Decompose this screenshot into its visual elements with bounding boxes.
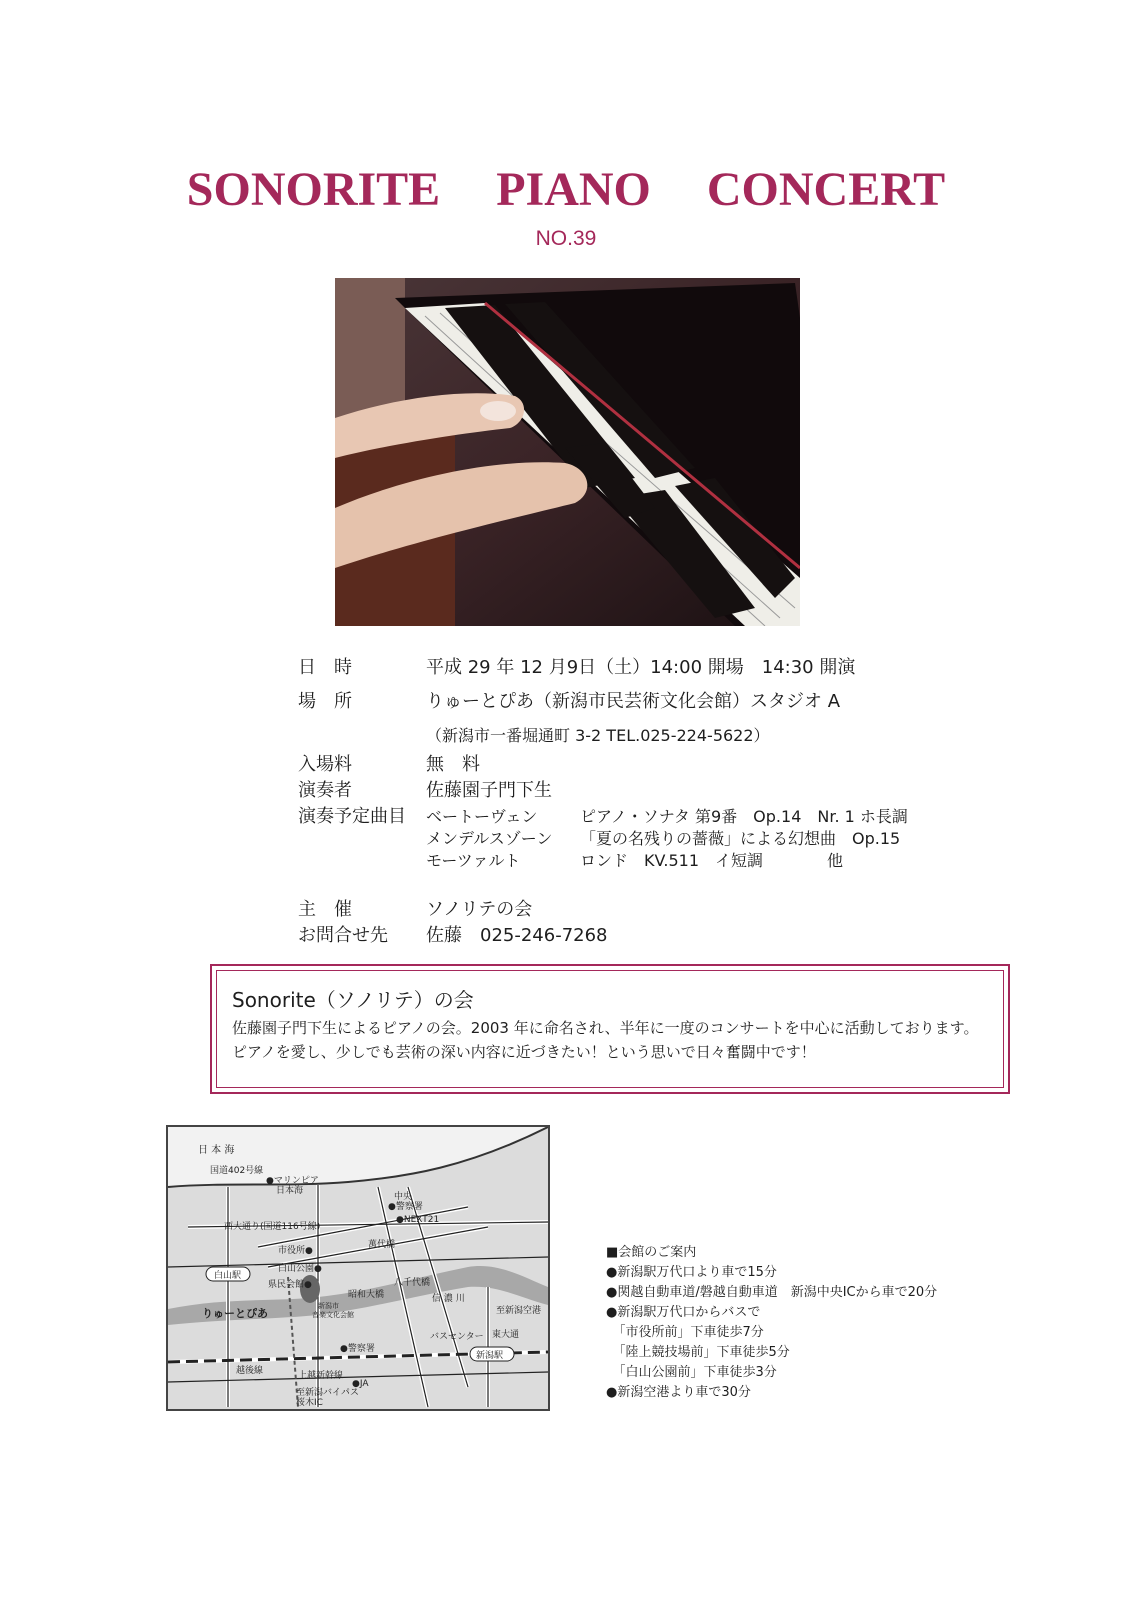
map-label-airport: 至新潟空港 [496,1306,542,1316]
title-word-concert: CONCERT [706,163,946,216]
title-word-sonorite: SONORITE [186,163,441,216]
map-label-yachiyo: 八千代橋 [394,1278,431,1288]
program-composer-2: メンデルスゾーン [426,829,553,848]
map-label-police2: ●警察署 [340,1344,375,1354]
about-title: Sonorite（ソノリテ）の会 [232,988,474,1012]
access-line: 「白山公園前」下車徒歩3分 [606,1365,777,1380]
map-label-art-hall-sub: 音楽文化会館 [312,1311,354,1319]
access-line: 「市役所前」下車徒歩7分 [606,1325,764,1340]
access-heading: ■会館のご案内 [606,1245,697,1260]
map-label-marine: ●マリンピア [266,1176,319,1186]
map-label-joetsu: 上越新幹線 [298,1371,344,1381]
access-line: ●新潟駅万代口からバスで [606,1305,761,1320]
map-label-ja: ●JA [352,1379,369,1389]
contact-value: 佐藤 025-246-7268 [426,925,608,946]
venue-value: りゅーとぴあ（新潟市民芸術文化会館）スタジオ A [426,691,841,712]
map-label-hakusan-station: 白山駅 [214,1271,242,1281]
map-label-route402: 国道402号線 [210,1166,264,1176]
map-label-sea: 日 本 海 [198,1145,235,1156]
map-label-showa: 昭和大橋 [348,1290,385,1300]
fee-value: 無 料 [426,754,480,775]
date-value: 平成 29 年 12 月9日（土）14:00 開場 14:30 開演 [426,657,856,678]
access-line: 「陸上競技場前」下車徒歩5分 [606,1345,790,1360]
concert-title [0,160,1132,220]
fee-label: 入場料 [298,754,352,775]
map-label-echigo: 越後線 [236,1366,264,1376]
date-label: 日 時 [298,657,352,678]
venue-address: （新潟市一番堀通町 3-2 TEL.025-224-5622） [426,726,770,745]
performer-label: 演奏者 [298,780,352,801]
map-label-marine-sub: 日本海 [276,1186,304,1196]
map-label-bypass-sub: 桜木IC [296,1398,323,1408]
map-label-higashi-odori: 東大通 [492,1330,520,1340]
host-value: ソノリテの会 [426,899,533,920]
program-label: 演奏予定曲目 [298,806,406,827]
map-label-prefectural-hall: 県民会館● [268,1280,312,1290]
program-composer-1: ベートーヴェン [426,807,538,826]
map-label-ryutopia: りゅーとぴあ [202,1307,268,1320]
access-line: ●新潟空港より車で30分 [606,1385,751,1400]
map-label-city-hall: 市役所● [278,1246,313,1256]
access-line: ●関越自動車道/磐越自動車道 新潟中央ICから車で20分 [606,1285,938,1300]
program-piece-3: ロンド KV.511 イ短調 他 [580,851,844,870]
access-info [606,1243,937,1403]
map-label-chuo: 中央 [394,1192,413,1202]
access-map [166,1125,550,1411]
map-label-police1: ●警察署 [388,1202,423,1212]
access-line: ●新潟駅万代口より車で15分 [606,1265,777,1280]
map-label-next21: ●NEXT21 [396,1215,440,1225]
program-composer-3: モーツァルト [426,851,521,870]
host-label: 主 催 [298,899,352,920]
about-text: 佐藤園子門下生によるピアノの会。2003 年に命名され、半年に一度のコンサートを中心に活動しております。ピアノを愛し、少しでも芸術の深い内容に近づきたい！という思いで日々奮闘中です！ [232,1019,979,1061]
map-label-shinano: 信 濃 川 [432,1294,465,1304]
map-label-bus-center: バスセンター [430,1332,484,1342]
map-label-bandai: 萬代橋 [368,1240,396,1250]
map-label-bypass: 至新潟バイパス [296,1388,359,1398]
map-label-niigata-station: 新潟駅 [476,1351,504,1361]
map-label-hakusan-koen: 白山公園● [278,1264,322,1274]
piano-photo [335,278,800,626]
performer-value: 佐藤園子門下生 [426,780,552,801]
map-label-art-hall: 新潟市 [318,1302,339,1310]
map-label-nishi-odori: 西大通り(国道116号線) [224,1222,321,1232]
program-piece-2: 「夏の名残りの薔薇」による幻想曲 Op.15 [580,829,901,848]
contact-label: お問合せ先 [298,925,388,946]
title-word-piano: PIANO [496,163,651,216]
program-piece-1: ピアノ・ソナタ 第9番 Op.14 Nr. 1 ホ長調 [580,807,908,826]
about-box [210,964,1010,1094]
venue-label: 場 所 [298,691,352,712]
concert-number: NO.39 [535,227,597,250]
